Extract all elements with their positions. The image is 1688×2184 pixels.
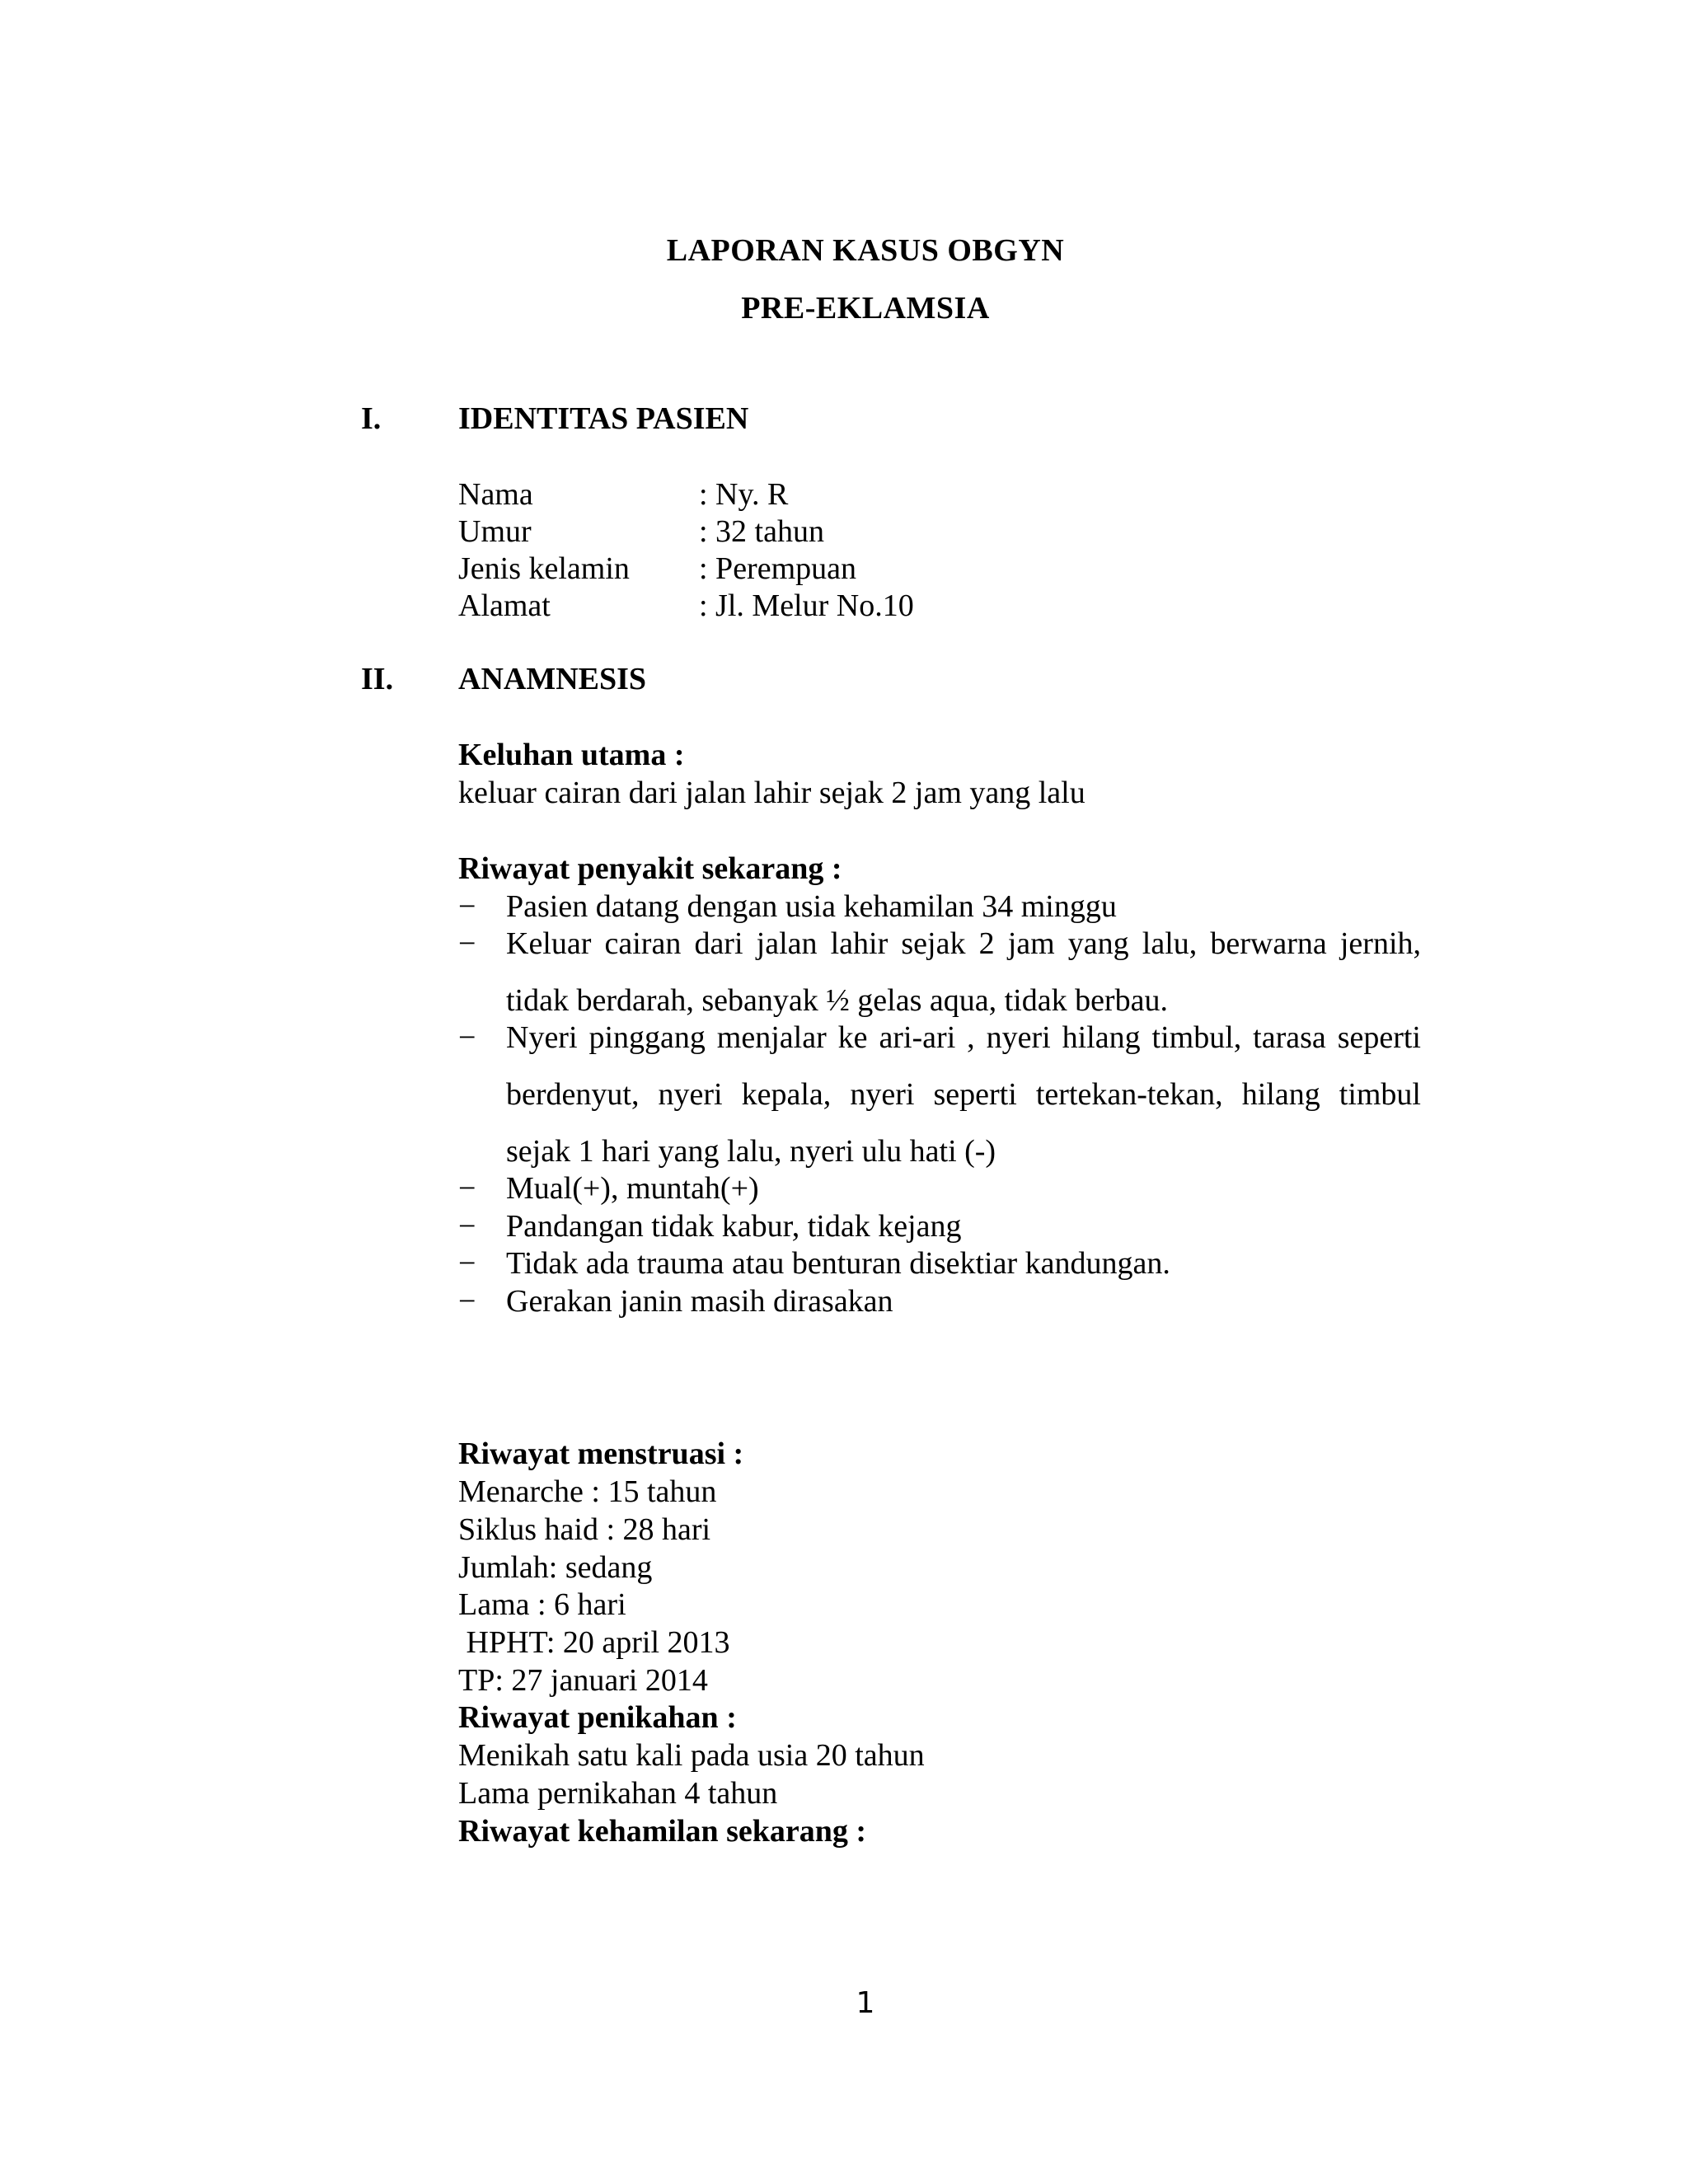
bullet-item-3-line-3: sejak 1 hari yang lalu, nyeri ulu hati (-) <box>506 1134 996 1169</box>
pernikahan-line-1: Menikah satu kali pada usia 20 tahun <box>458 1738 925 1773</box>
identity-label-jenis-kelamin: Jenis kelamin <box>458 551 630 586</box>
identity-label-alamat: Alamat <box>458 588 551 623</box>
document-title: LAPORAN KASUS OBGYN <box>666 233 1065 268</box>
bullet-item-4: Mual(+), muntah(+) <box>506 1171 759 1206</box>
identity-label-umur: Umur <box>458 514 532 549</box>
section-heading-anamnesis: ANAMNESIS <box>458 662 647 696</box>
menstruasi-lama: Lama : 6 hari <box>458 1587 626 1622</box>
page-number: 1 <box>856 1986 875 2020</box>
pernikahan-line-2: Lama pernikahan 4 tahun <box>458 1776 778 1811</box>
identity-value-umur: : 32 tahun <box>699 514 824 549</box>
bullet-dash: − <box>458 1171 476 1206</box>
menstruasi-tp: TP: 27 januari 2014 <box>458 1663 708 1698</box>
section-number-identitas: I. <box>361 401 382 436</box>
bullet-dash: − <box>458 1246 476 1281</box>
bullet-item-1: Pasien datang dengan usia kehamilan 34 minggu <box>506 889 1117 924</box>
bullet-item-2-line-2: tidak berdarah, sebanyak ½ gelas aqua, tidak berbau. <box>506 983 1168 1018</box>
bullet-dash: − <box>458 889 476 924</box>
riwayat-kehamilan-label: Riwayat kehamilan sekarang : <box>458 1814 867 1849</box>
riwayat-sekarang-label: Riwayat penyakit sekarang : <box>458 851 842 886</box>
bullet-dash: − <box>458 1284 476 1319</box>
menstruasi-jumlah: Jumlah: sedang <box>458 1550 653 1585</box>
identity-value-jenis-kelamin: : Perempuan <box>699 551 857 586</box>
menstruasi-siklus: Siklus haid : 28 hari <box>458 1512 711 1547</box>
section-heading-identitas: IDENTITAS PASIEN <box>458 401 749 436</box>
keluhan-utama-label: Keluhan utama : <box>458 738 685 772</box>
keluhan-utama-text: keluar cairan dari jalan lahir sejak 2 jam yang lalu <box>458 776 1085 810</box>
identity-value-alamat: : Jl. Melur No.10 <box>699 588 914 623</box>
bullet-dash: − <box>458 1209 476 1244</box>
section-number-anamnesis: II. <box>361 662 394 696</box>
menstruasi-hpht: HPHT: 20 april 2013 <box>458 1625 730 1660</box>
riwayat-penikahan-label: Riwayat penikahan : <box>458 1700 737 1735</box>
bullet-dash: − <box>458 926 476 961</box>
riwayat-menstruasi-label: Riwayat menstruasi : <box>458 1436 744 1471</box>
bullet-item-7: Gerakan janin masih dirasakan <box>506 1284 893 1319</box>
bullet-item-5: Pandangan tidak kabur, tidak kejang <box>506 1209 962 1244</box>
menstruasi-menarche: Menarche : 15 tahun <box>458 1474 717 1509</box>
document-subtitle: PRE-EKLAMSIA <box>741 291 990 326</box>
bullet-dash: − <box>458 1020 476 1055</box>
bullet-item-3-line-2: berdenyut, nyeri kepala, nyeri seperti tertekan-tekan, hilang timbul <box>506 1077 1421 1112</box>
bullet-item-2-line-1: Keluar cairan dari jalan lahir sejak 2 jam yang lalu, berwarna jernih, <box>506 926 1421 961</box>
identity-value-nama: : Ny. R <box>699 477 789 512</box>
identity-label-nama: Nama <box>458 477 533 512</box>
bullet-item-6: Tidak ada trauma atau benturan disektiar kandungan. <box>506 1246 1170 1281</box>
bullet-item-3-line-1: Nyeri pinggang menjalar ke ari-ari , nyeri hilang timbul, tarasa seperti <box>506 1020 1421 1055</box>
